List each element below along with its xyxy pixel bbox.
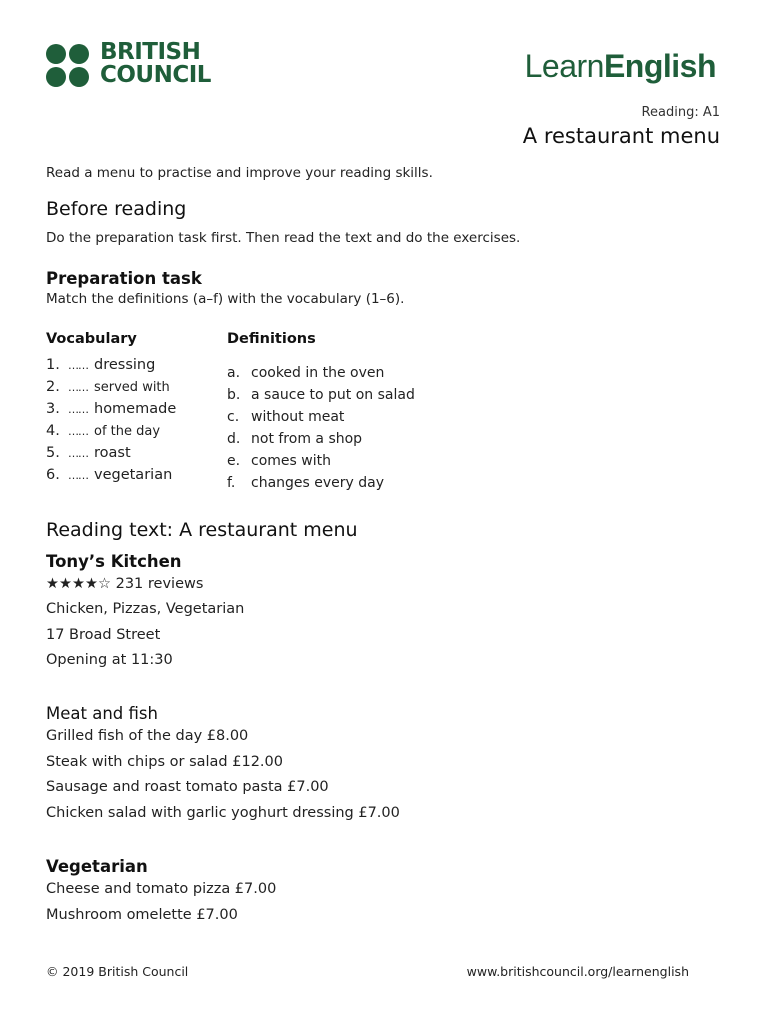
cuisine: Chicken, Pizzas, Vegetarian — [46, 601, 245, 617]
before-reading-text: Do the preparation task first. Then read the text and do the exercises. — [46, 230, 521, 246]
prep-task-heading: Preparation task — [46, 269, 202, 288]
opening-time: Opening at 11:30 — [46, 652, 173, 668]
section-title-vegetarian: Vegetarian — [46, 857, 148, 876]
section-title-meat-and-fish: Meat and fish — [46, 704, 158, 723]
list-item: 3. …… homemade — [46, 401, 177, 417]
british-council-logo-icon — [46, 44, 92, 88]
menu-item: Cheese and tomato pizza £7.00 — [46, 881, 277, 897]
menu-item: Mushroom omelette £7.00 — [46, 907, 238, 923]
restaurant-name: Tony’s Kitchen — [46, 552, 182, 571]
reading-text-heading: Reading text: A restaurant menu — [46, 519, 358, 541]
list-item: 2. …… served with — [46, 379, 170, 395]
menu-item: Chicken salad with garlic yoghurt dressing £7.00 — [46, 805, 400, 821]
british-council-logo-text: BRITISH COUNCIL — [100, 39, 211, 88]
menu-item: Grilled fish of the day £8.00 — [46, 728, 249, 744]
list-item: f. changes every day — [227, 475, 385, 491]
intro-text: Read a menu to practise and improve your reading skills. — [46, 165, 433, 181]
list-item: c. without meat — [227, 409, 345, 425]
list-item: 1. …… dressing — [46, 357, 156, 373]
footer-copyright: © 2019 British Council — [46, 964, 189, 979]
vocabulary-list — [46, 354, 176, 486]
list-item: b. a sauce to put on salad — [227, 387, 415, 403]
list-item: 5. …… roast — [46, 445, 131, 461]
definitions-heading: Definitions — [227, 331, 316, 347]
prep-task-instruction: Match the definitions (a–f) with the vocabulary (1–6). — [46, 291, 405, 307]
footer-url: www.britishcouncil.org/learnenglish — [466, 964, 689, 979]
menu-item: Steak with chips or salad £12.00 — [46, 754, 283, 770]
before-reading-heading: Before reading — [46, 198, 187, 220]
list-item: d. not from a shop — [227, 431, 363, 447]
address: 17 Broad Street — [46, 627, 161, 643]
rating: ★★★★☆ 231 reviews — [46, 576, 204, 592]
list-item: 4. …… of the day — [46, 423, 161, 439]
list-item: 6. …… vegetarian — [46, 467, 173, 483]
vocabulary-heading: Vocabulary — [46, 331, 137, 347]
menu-item: Sausage and roast tomato pasta £7.00 — [46, 779, 329, 795]
level-label: Reading: A1 — [641, 105, 720, 120]
definitions-list — [227, 362, 415, 494]
list-item: a. cooked in the oven — [227, 365, 385, 381]
page-title: A restaurant menu — [522, 124, 720, 148]
list-item: e. comes with — [227, 453, 331, 469]
learnenglish-logo: LearnEnglish — [524, 48, 716, 84]
